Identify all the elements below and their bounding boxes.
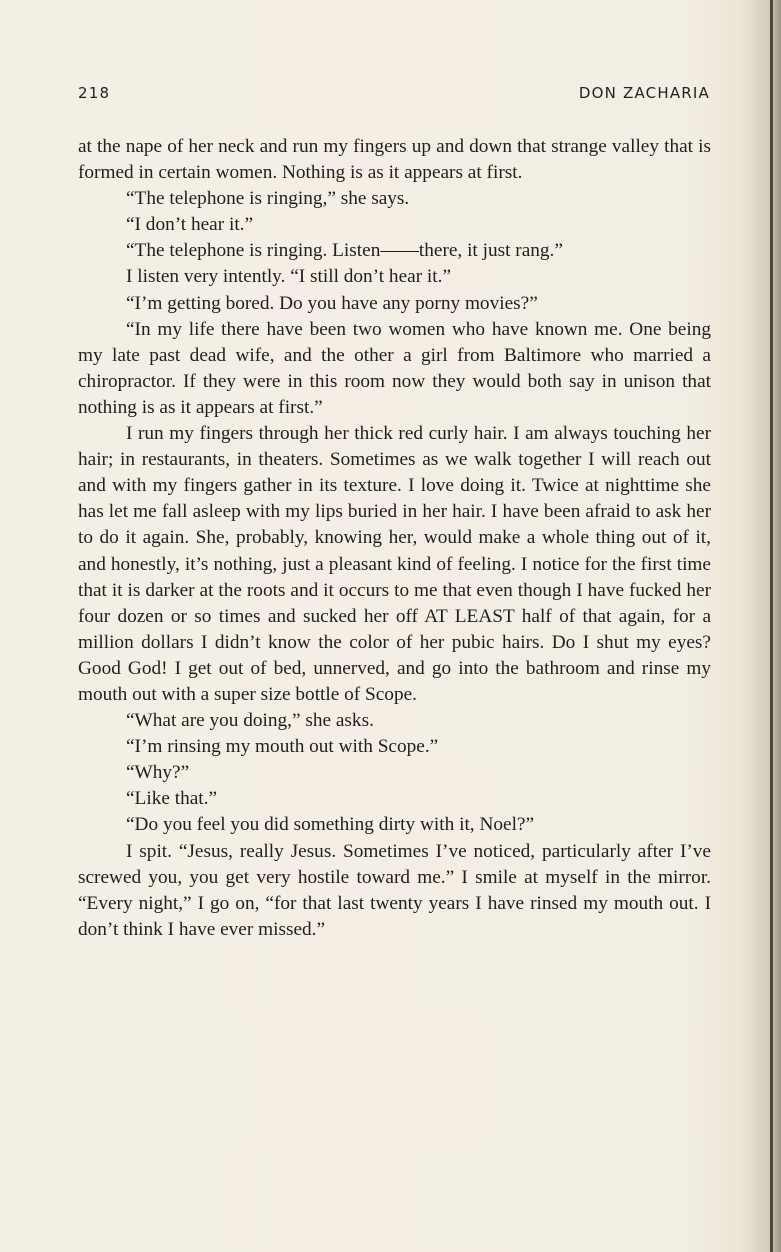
- paragraph: “I’m rinsing my mouth out with Scope.”: [126, 736, 439, 758]
- paragraph: “What are you doing,” she asks.: [126, 710, 374, 732]
- paragraph: I run my fingers through her thick red curly hair. I am always touching her hair; in restaurants, in theaters. Sometimes as we walk together I will reach out and with my fingers gather in its texture. I love doing it. Twice at nighttime she has let me fall asleep with my lips buried in her hair. I have been afraid to ask her to do it again. She, probably, knowing her, would make a whole thing out of it, and honestly, it’s nothing, just a pleasant kind of feeling. I notice for the first time that it is darker at the roots and it occurs to me that even though I have fucked her four dozen or so times and sucked her off AT LEAST half of that again, for a million dollars I didn’t know the color of her pubic hairs. Do I shut my eyes? Good God! I get out of bed, unnerved, and go into the bathroom and rinse my mouth out with a super size bottle of Scope.: [78, 423, 711, 705]
- paragraph: “I don’t hear it.”: [126, 214, 254, 236]
- paragraph: “Why?”: [126, 762, 190, 784]
- paragraph: “Do you feel you did something dirty with it, Noel?”: [126, 814, 535, 836]
- paragraph: “Like that.”: [126, 788, 218, 810]
- page-number: 218: [78, 84, 111, 102]
- paragraph: at the nape of her neck and run my fingers up and down that strange valley that is formed in certain women. Nothing is as it appears at first.: [78, 136, 711, 184]
- paragraph: I spit. “Jesus, really Jesus. Sometimes I’ve noticed, particularly after I’ve screwed you, you get very hostile toward me.” I smile at myself in the mirror. “Every night,” I go on, “for that last twenty years I have rinsed my mouth out. I don’t think I have ever missed.”: [78, 840, 711, 940]
- paragraph: “I’m getting bored. Do you have any porny movies?”: [126, 292, 538, 314]
- paragraph: I listen very intently. “I still don’t hear it.”: [126, 266, 452, 288]
- paragraph: “The telephone is ringing. Listen——there, it just rang.”: [126, 240, 563, 262]
- paragraph: “The telephone is ringing,” she says.: [126, 188, 410, 210]
- spine-shadow: [741, 0, 781, 1252]
- body-text: [78, 134, 711, 943]
- spine-edge: [770, 0, 773, 1252]
- running-title: DON ZACHARIA: [578, 84, 710, 102]
- paragraph: “In my life there have been two women who have known me. One being my late past dead wife, and the other a girl from Baltimore who married a chiropractor. If they were in this room now they would both say in unison that nothing is as it appears at first.”: [78, 318, 711, 418]
